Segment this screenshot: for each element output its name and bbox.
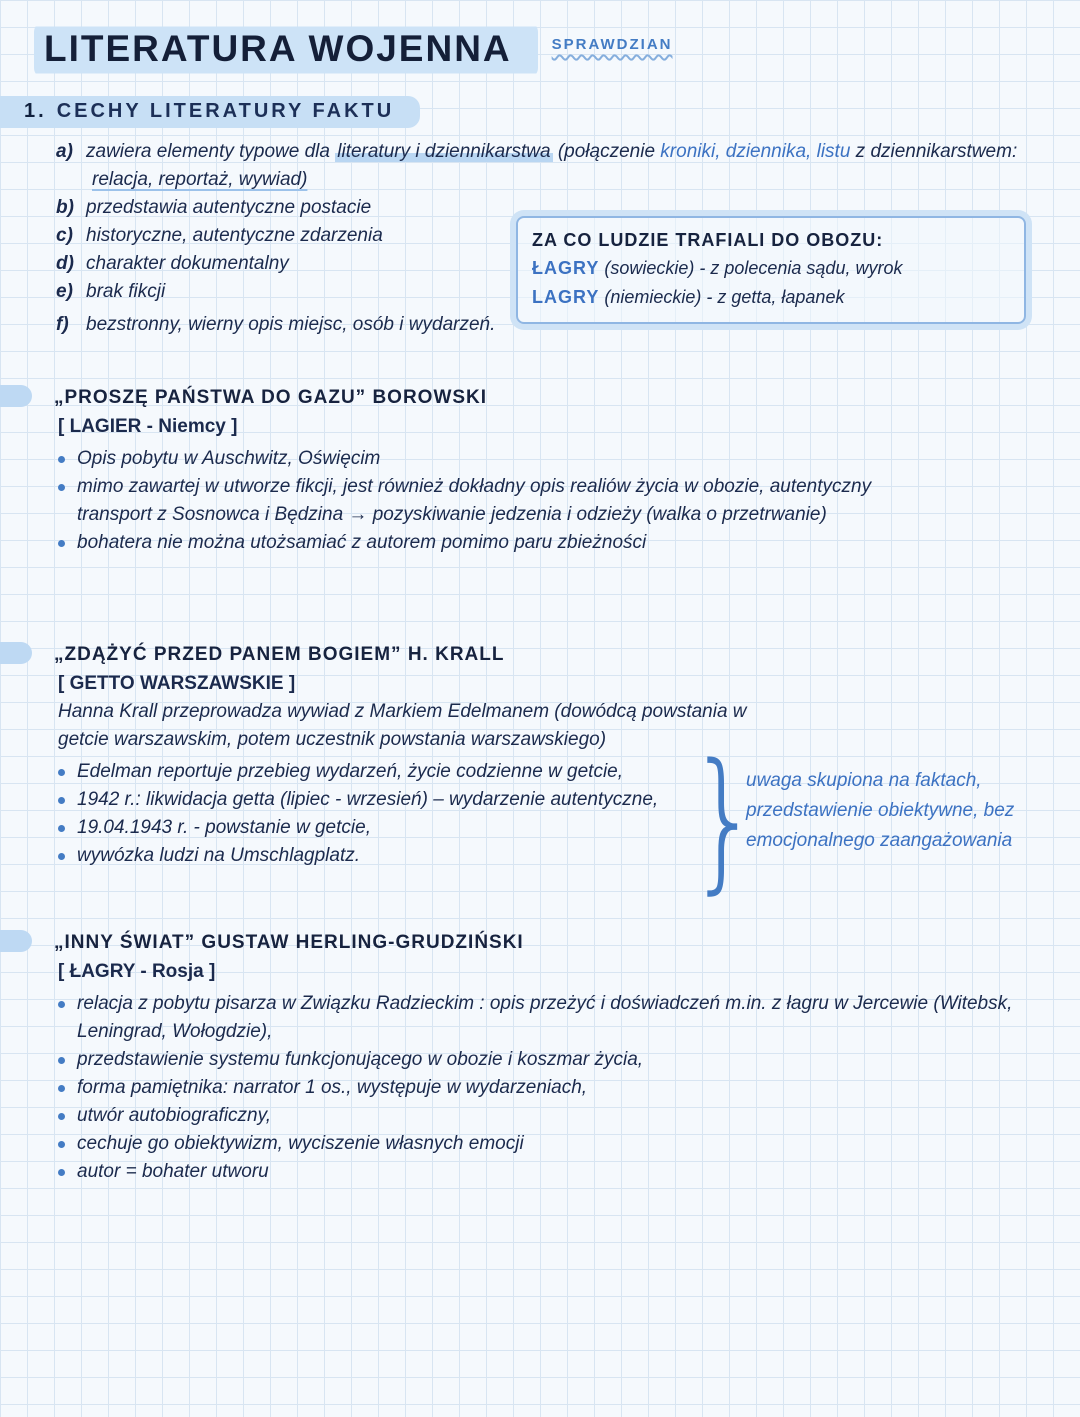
curly-brace-icon: } [688,731,761,908]
list-item-a [56,138,1080,166]
camps-info-box [516,216,1026,324]
item-a-seg3: (połączenie [552,141,661,162]
bullet-icon [58,1169,65,1176]
camps-term-lagry-german: LAGRY [532,287,600,307]
bullet-icon [58,484,65,491]
margin-marker-icon [0,930,32,952]
bullet-icon [58,797,65,804]
list-item [58,1158,1080,1186]
margin-marker-icon [0,385,32,407]
section-heading-row [0,96,1080,128]
bullet-icon [58,825,65,832]
page-header [34,22,673,78]
item-label: e) [56,281,73,302]
krall-side-note: uwaga skupiona na faktach, przedstawienie obiektywne, bez emocjonalnego zaangażowania [746,770,1015,851]
exam-label: SPRAWDZIAN [551,36,673,53]
camps-desc-german: (niemieckie) - z getta, łapanek [599,287,845,307]
item-text: charakter dokumentalny [86,253,289,274]
bullet-icon [58,456,65,463]
bullet-text: wywózka ludzi na Umschlagplatz. [77,845,361,866]
bullet-text: 1942 r.: likwidacja getta (lipiec - wrzesień) – wydarzenie autentyczne, [77,789,659,810]
bullet-text: relacja z pobytu pisarza w Związku Radzieckim : opis przeżyć i doświadczeń m.in. z łagru w Jercewie (Witebsk, Leningrad, Wołogdzie), [77,993,1013,1042]
list-item [58,445,1080,473]
item-text: brak fikcji [86,281,166,302]
list-item [58,990,1080,1046]
item-a-blue-phrase: kroniki, dziennika, listu [660,141,851,162]
bullet-icon [58,1085,65,1092]
item-text [86,138,1017,166]
list-item [58,1130,1080,1158]
item-label: d) [56,253,74,274]
bullet-icon [58,1057,65,1064]
margin-marker-icon [0,642,32,664]
camps-row-soviet [532,254,1010,283]
list-item [58,529,1080,557]
item-label: a) [56,141,73,162]
bullet-text: przedstawienie systemu funkcjonującego w obozie i koszmar życia, [77,1049,644,1070]
bullet-text: autor = bohater utworu [77,1161,269,1182]
item-text: bezstronny, wierny opis miejsc, osób i wydarzeń. [86,314,496,335]
work-setting: [ ŁAGRY - Rosja ] [58,961,216,982]
bullet-text: bohatera nie można utożsamiać z autorem pomimo paru zbieżności [77,532,647,553]
list-item [58,473,1080,529]
bullet-icon [58,540,65,547]
bullet-text: forma pamiętnika: narrator 1 os., występuje w wydarzeniach, [77,1077,588,1098]
section-heading-text: CECHY LITERATURY FAKTU [56,100,395,122]
camps-box-heading: ZA CO LUDZIE TRAFIALI DO OBOZU: [532,230,884,250]
item-label: b) [56,197,74,218]
krall-intro-paragraph: Hanna Krall przeprowadza wywiad z Markiem Edelmanem (dowódcą powstania w getcie warszawskim, potem uczestnik powstania warszawskiego) [58,701,747,750]
bullet-text: utwór autobiograficzny, [77,1105,271,1126]
list-item-a-continuation: relacja, reportaż, wywiad) [92,169,308,190]
list-item [58,1046,1080,1074]
camps-row-german [532,283,1010,312]
herling-notes-list [0,990,1080,1186]
work-setting: [ GETTO WARSZAWSKIE ] [58,673,296,694]
bullet-text: cechuje go obiektywizm, wyciszenie własnych emocji [77,1133,524,1154]
section-number: 1. [24,100,47,122]
bullet-text: Edelman reportuje przebieg wydarzeń, życie codzienne w getcie, [77,761,624,782]
bullet-text: mimo zawartej w utworze fikcji, jest również dokładny opis realiów życia w obozie, autentyczny transport z Sosnowca i Będzina → pozyskiwanie jedzenia i odzieży (walka o przetrwanie) [77,476,872,525]
work-title: „ZDĄŻYĆ PRZED PANEM BOGIEM” H. KRALL [54,644,505,665]
camps-desc-soviet: (sowieckie) - z polecenia sądu, wyrok [599,258,903,278]
item-a-highlighted-phrase: literatury i dziennikarstwa [337,141,551,162]
section-heading [0,96,420,128]
borowski-notes-list [0,445,1080,557]
camps-term-lagry-soviet: ŁAGRY [532,258,600,278]
bullet-text: Opis pobytu w Auschwitz, Oświęcim [77,448,381,469]
item-a-seg1: zawiera elementy typowe dla [86,141,336,162]
bullet-icon [58,1001,65,1008]
section-herling [0,928,1080,1186]
work-title: „PROSZĘ PAŃSTWA DO GAZU” BOROWSKI [54,387,488,408]
list-item [58,1102,1080,1130]
item-label: f) [56,314,69,335]
page-title: LITERATURA WOJENNA [34,22,538,78]
section-krall [0,640,1080,908]
item-label: c) [56,225,73,246]
work-setting: [ LAGIER - Niemcy ] [58,416,238,437]
bullet-icon [58,1113,65,1120]
item-text: historyczne, autentyczne zdarzenia [86,225,383,246]
list-item [58,1074,1080,1102]
item-text: przedstawia autentyczne postacie [86,197,372,218]
section-borowski [0,383,1080,557]
work-title: „INNY ŚWIAT” GUSTAW HERLING-GRUDZIŃSKI [54,932,524,953]
bullet-text: 19.04.1943 r. - powstanie w getcie, [77,817,371,838]
bullet-icon [58,853,65,860]
bullet-icon [58,1141,65,1148]
bullet-icon [58,769,65,776]
item-a-seg5: z dziennikarstwem: [850,141,1018,162]
